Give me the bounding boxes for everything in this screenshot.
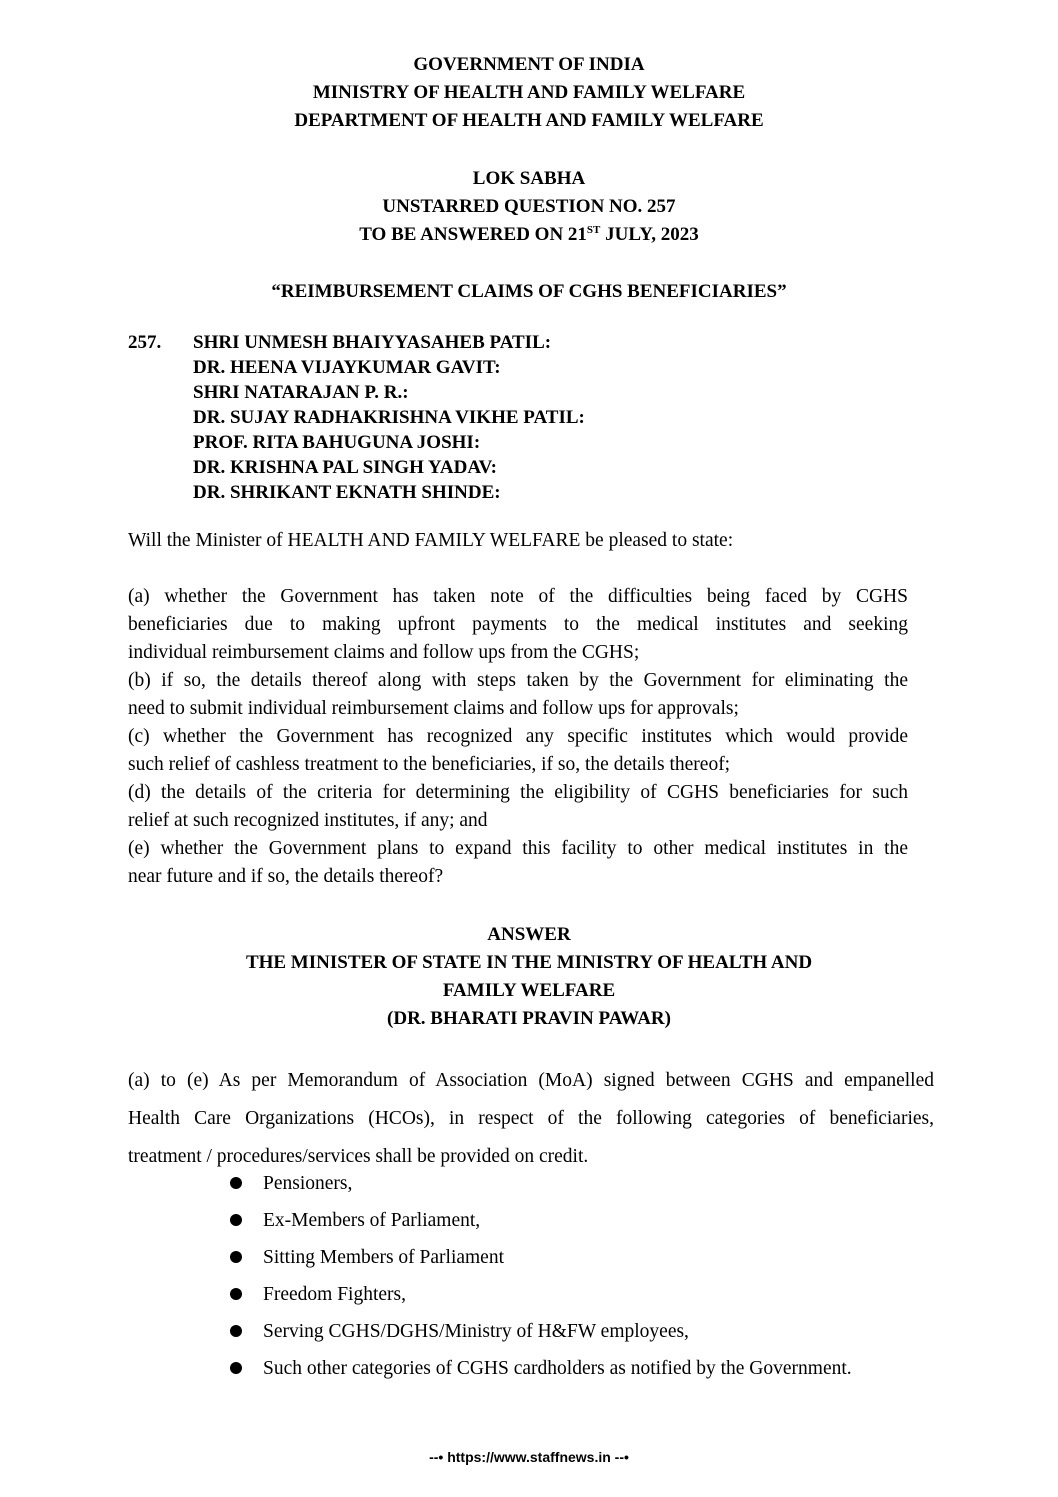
list-item: Serving CGHS/DGHS/Ministry of H&FW employees, [230,1318,852,1355]
list-item: Such other categories of CGHS cardholders as notified by the Government. [230,1355,852,1392]
question-line: individual reimbursement claims and follow ups from the CGHS; [128,642,640,663]
question-line: relief at such recognized institutes, if any; and [128,810,488,831]
list-item: Sitting Members of Parliament [230,1244,852,1281]
question-subject: “REIMBURSEMENT CLAIMS OF CGHS BENEFICIARIES” [271,281,787,302]
question-line: beneficiaries due to making upfront payments to the medical institutes and seeking [128,614,908,635]
member-list [193,330,585,505]
minister-title-line: FAMILY WELFARE [442,980,616,1001]
footer-watermark: --• https://www.staffnews.in --• [429,1449,629,1465]
bullet-icon [230,1214,242,1226]
answer-line: Health Care Organizations (HCOs), in respect of the following categories of beneficiaries, [128,1108,934,1129]
house-name: LOK SABHA [472,168,586,189]
bullet-icon [230,1362,242,1374]
minister-name: (DR. BHARATI PRAVIN PAWAR) [387,1008,671,1029]
member-name: PROF. RITA BAHUGUNA JOSHI: [193,432,481,453]
member-name: DR. KRISHNA PAL SINGH YADAV: [193,457,497,478]
question-line: (c) whether the Government has recognized any specific institutes which would provide [128,726,908,747]
header-department: DEPARTMENT OF HEALTH AND FAMILY WELFARE [294,110,764,131]
member-name: DR. HEENA VIJAYKUMAR GAVIT: [193,357,501,378]
answer-line: (a) to (e) As per Memorandum of Association (MoA) signed between CGHS and empanelled [128,1070,934,1091]
list-item: Ex-Members of Parliament, [230,1207,852,1244]
question-line: need to submit individual reimbursement claims and follow ups for approvals; [128,698,739,719]
list-item: Freedom Fighters, [230,1281,852,1318]
member-name: SHRI NATARAJAN P. R.: [193,382,409,403]
bullet-icon [230,1288,242,1300]
question-line: (d) the details of the criteria for determining the eligibility of CGHS beneficiaries for such [128,782,908,803]
question-info [0,165,1058,249]
bullet-icon [230,1325,242,1337]
answer-title: ANSWER [487,924,571,945]
answer-date: TO BE ANSWERED ON 21ST JULY, 2023 [359,224,699,245]
header-ministry: MINISTRY OF HEALTH AND FAMILY WELFARE [312,82,746,103]
question-line: such relief of cashless treatment to the beneficiaries, if so, the details thereof; [128,754,731,775]
question-number: 257. [128,332,162,353]
question-line: (a) whether the Government has taken note of the difficulties being faced by CGHS [128,586,908,607]
answer-header [0,921,1058,1033]
minister-title-line: THE MINISTER OF STATE IN THE MINISTRY OF HEALTH AND [245,952,813,973]
member-name: DR. SUJAY RADHAKRISHNA VIKHE PATIL: [193,407,585,428]
beneficiary-list [230,1170,852,1392]
question-intro: Will the Minister of HEALTH AND FAMILY WELFARE be pleased to state: [128,530,734,551]
question-line: near future and if so, the details thereof? [128,866,444,887]
header-government: GOVERNMENT OF INDIA [413,54,645,75]
answer-text [128,1062,934,1176]
bullet-icon [230,1177,242,1189]
list-item: Pensioners, [230,1170,852,1207]
question-text [128,583,908,891]
member-name: DR. SHRIKANT EKNATH SHINDE: [193,482,501,503]
question-number-title: UNSTARRED QUESTION NO. 257 [382,196,676,217]
answer-line: treatment / procedures/services shall be provided on credit. [128,1146,589,1167]
ministry-header [0,51,1058,135]
question-line: (b) if so, the details thereof along with steps taken by the Government for eliminating the [128,670,908,691]
question-line: (e) whether the Government plans to expand this facility to other medical institutes in the [128,838,908,859]
bullet-icon [230,1251,242,1263]
member-name: SHRI UNMESH BHAIYYASAHEB PATIL: [193,332,552,353]
